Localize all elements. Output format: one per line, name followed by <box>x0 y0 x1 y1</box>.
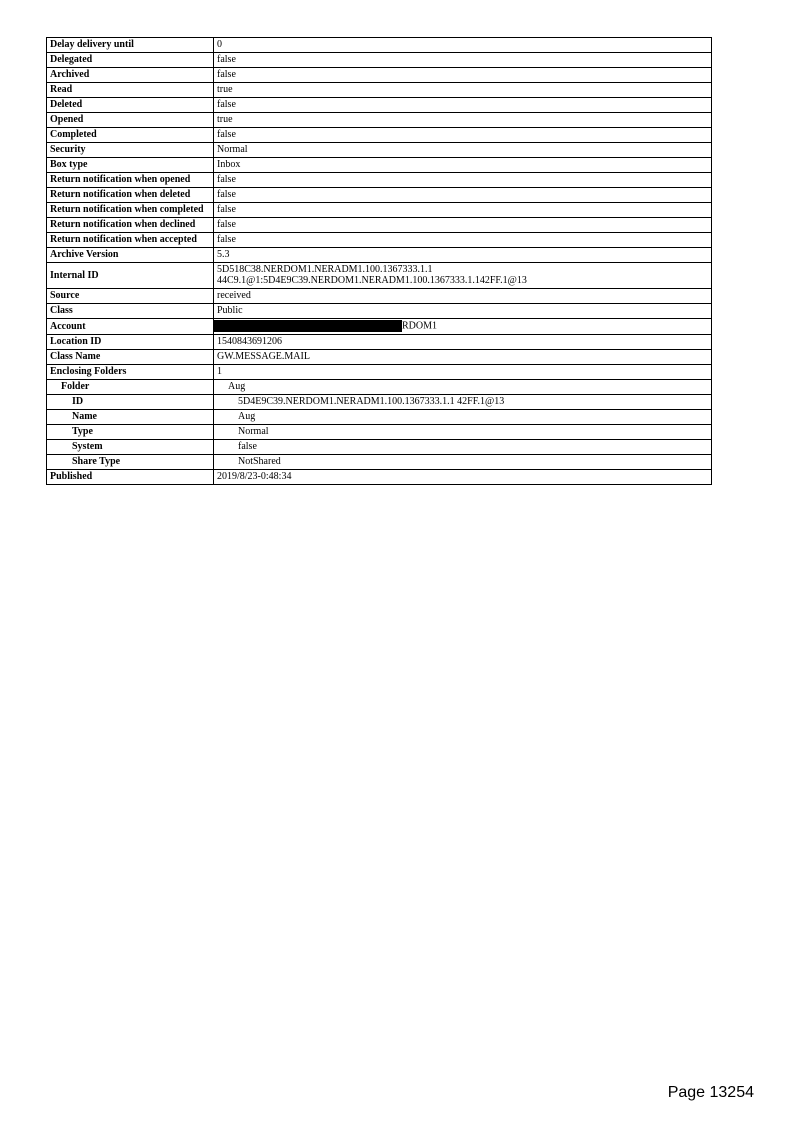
property-value: NotShared <box>214 455 712 470</box>
redaction-bar <box>214 320 402 332</box>
property-name: Published <box>47 470 214 485</box>
property-value <box>214 319 712 335</box>
property-value: false <box>214 98 712 113</box>
table-row <box>47 128 712 143</box>
property-value: false <box>214 128 712 143</box>
property-value: Public <box>214 304 712 319</box>
property-value: false <box>214 173 712 188</box>
property-name: Deleted <box>47 98 214 113</box>
property-value: false <box>214 440 712 455</box>
property-name: Return notification when accepted <box>47 233 214 248</box>
property-value: false <box>214 218 712 233</box>
property-name: Security <box>47 143 214 158</box>
property-name: Return notification when opened <box>47 173 214 188</box>
property-value: Normal <box>214 143 712 158</box>
table-row <box>47 248 712 263</box>
property-name: Archive Version <box>47 248 214 263</box>
table-row <box>47 365 712 380</box>
property-value: 5D4E9C39.NERDOM1.NERADM1.100.1367333.1.1 42FF.1@13 <box>214 395 712 410</box>
property-name: Type <box>47 425 214 440</box>
property-name: Box type <box>47 158 214 173</box>
property-value: false <box>214 188 712 203</box>
table-row <box>47 218 712 233</box>
property-name: Delay delivery until <box>47 38 214 53</box>
property-name: Opened <box>47 113 214 128</box>
property-value: 1 <box>214 365 712 380</box>
table-row <box>47 233 712 248</box>
property-name: Return notification when completed <box>47 203 214 218</box>
table-row <box>47 83 712 98</box>
table-row <box>47 38 712 53</box>
property-value: 5.3 <box>214 248 712 263</box>
table-row <box>47 188 712 203</box>
table-row <box>47 68 712 83</box>
property-name: Archived <box>47 68 214 83</box>
property-value: 5D518C38.NERDOM1.NERADM1.100.1367333.1.1 44C9.1@1:5D4E9C39.NERDOM1.NERADM1.100.1367333.1.142FF.1@13 <box>214 263 712 289</box>
property-name: Enclosing Folders <box>47 365 214 380</box>
property-value: Normal <box>214 425 712 440</box>
table-row <box>47 113 712 128</box>
table-row <box>47 53 712 68</box>
property-value: Aug <box>214 410 712 425</box>
property-value: false <box>214 203 712 218</box>
table-row <box>47 455 712 470</box>
property-name: Location ID <box>47 335 214 350</box>
property-value: true <box>214 113 712 128</box>
property-name: Source <box>47 289 214 304</box>
property-value: GW.MESSAGE.MAIL <box>214 350 712 365</box>
property-name: Internal ID <box>47 263 214 289</box>
property-name: Completed <box>47 128 214 143</box>
property-value: Inbox <box>214 158 712 173</box>
property-name: Folder <box>47 380 214 395</box>
table-row <box>47 289 712 304</box>
table-row <box>47 98 712 113</box>
table-row <box>47 410 712 425</box>
table-row <box>47 470 712 485</box>
table-row <box>47 173 712 188</box>
property-name: Account <box>47 319 214 335</box>
property-name: Name <box>47 410 214 425</box>
account-value-visible: RDOM1 <box>402 320 438 332</box>
property-name: ID <box>47 395 214 410</box>
property-name: Return notification when deleted <box>47 188 214 203</box>
property-value: false <box>214 53 712 68</box>
property-value: received <box>214 289 712 304</box>
property-name: Class Name <box>47 350 214 365</box>
table-row <box>47 158 712 173</box>
property-value: 2019/8/23-0:48:34 <box>214 470 712 485</box>
table-row <box>47 395 712 410</box>
property-value: 0 <box>214 38 712 53</box>
table-row <box>47 263 712 289</box>
property-name: System <box>47 440 214 455</box>
property-value: false <box>214 68 712 83</box>
page-number: Page 13254 <box>667 1084 754 1101</box>
property-value: Aug <box>214 380 712 395</box>
property-value: true <box>214 83 712 98</box>
property-name: Read <box>47 83 214 98</box>
property-name: Delegated <box>47 53 214 68</box>
table-row <box>47 335 712 350</box>
property-value: 1540843691206 <box>214 335 712 350</box>
table-row <box>47 425 712 440</box>
property-value: false <box>214 233 712 248</box>
property-name: Share Type <box>47 455 214 470</box>
table-row <box>47 440 712 455</box>
property-name: Return notification when declined <box>47 218 214 233</box>
table-row <box>47 304 712 319</box>
property-name: Class <box>47 304 214 319</box>
table-row <box>47 203 712 218</box>
table-row <box>47 350 712 365</box>
properties-table <box>46 37 712 485</box>
table-row <box>47 319 712 335</box>
table-row <box>47 143 712 158</box>
table-row <box>47 380 712 395</box>
